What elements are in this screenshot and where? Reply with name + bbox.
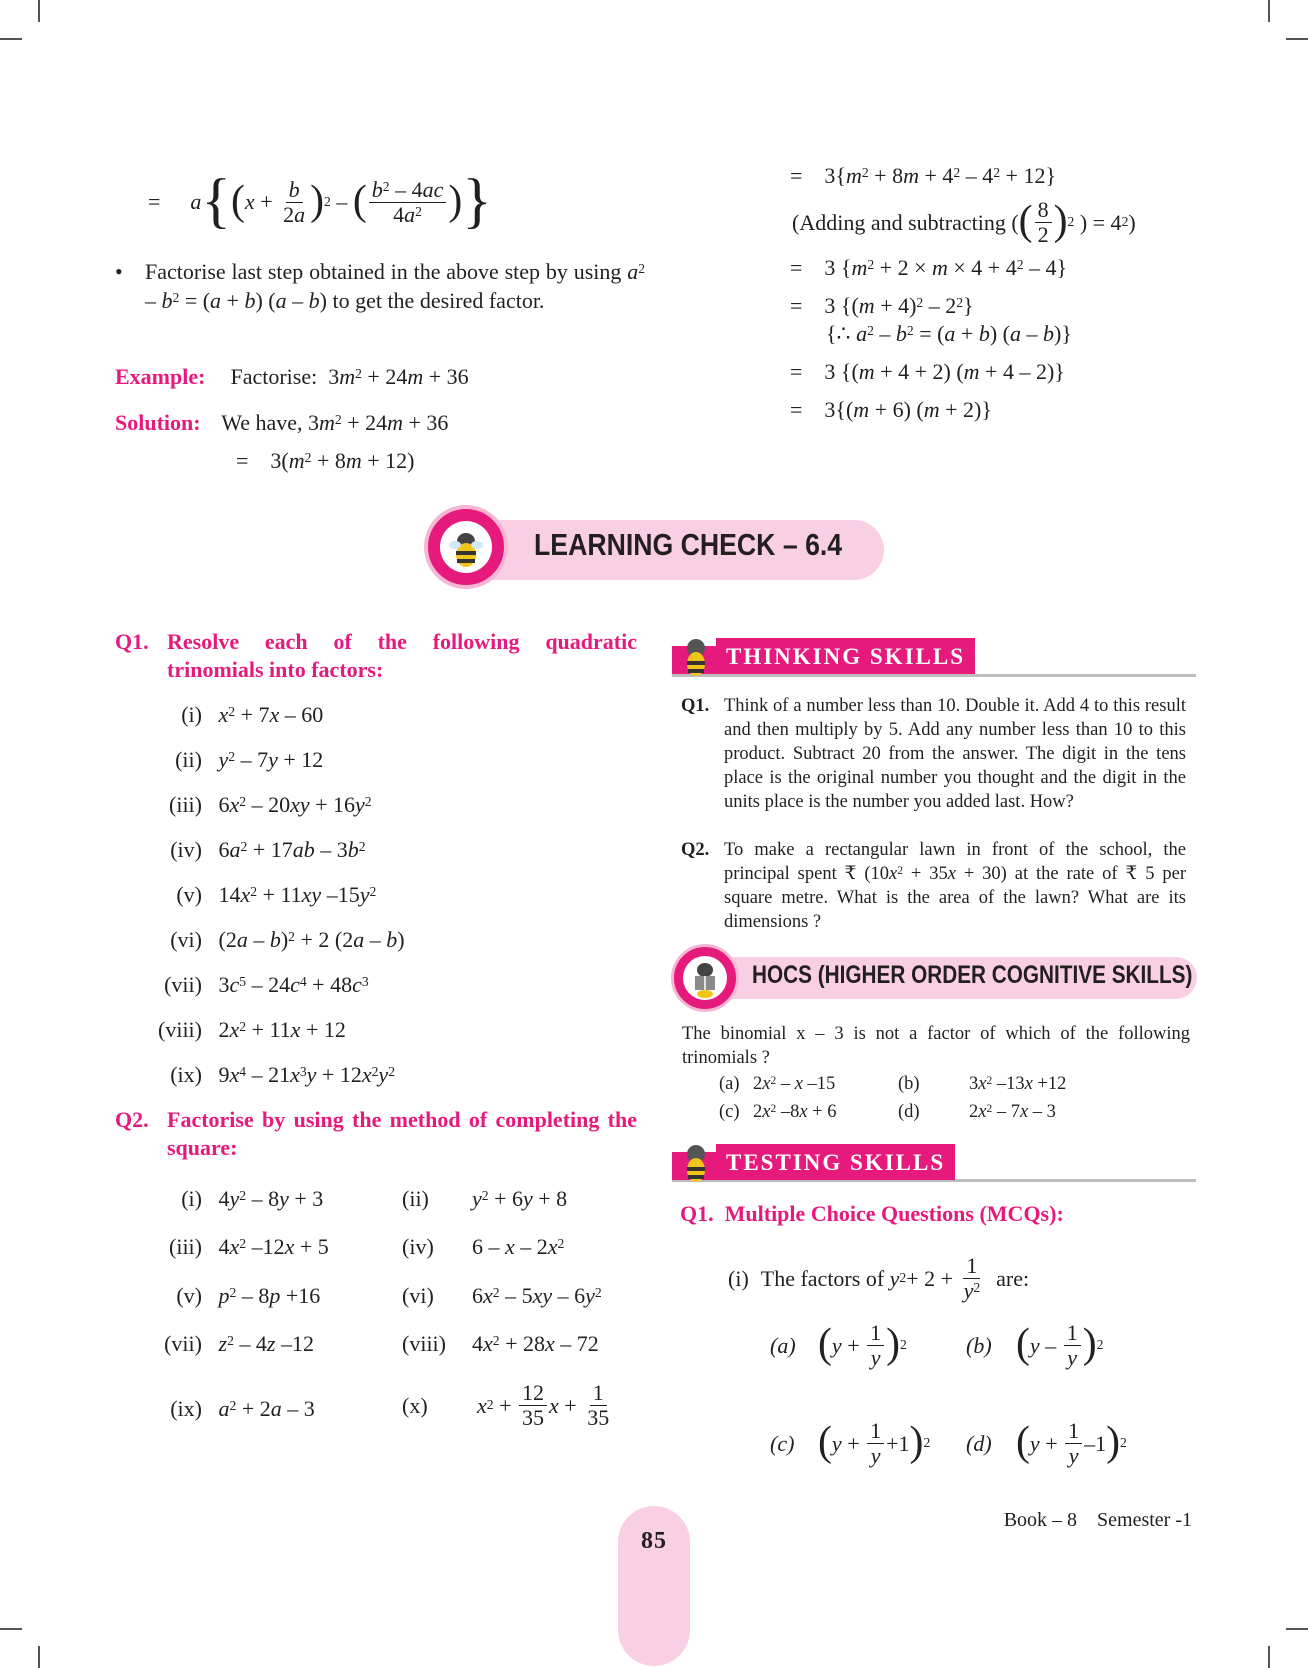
q2-title: Factorise by using the method of completing the square: — [167, 1107, 637, 1160]
mcq-item-text: The factors of — [760, 1265, 885, 1291]
list-item: (b) $3x^2$ –13x +12 — [898, 1074, 1067, 1094]
bullet-tail: to get the desired factor. — [332, 288, 545, 313]
example-label: Example: — [115, 364, 206, 389]
banner-circle — [424, 505, 508, 589]
right-identity: {∴ $a^2 - b^2 = (a + b)$ (a – b)} — [826, 321, 1072, 346]
list-item: (ix) $a^2 + 2a - 3$ — [170, 1396, 315, 1421]
mcq-label: Q1. — [680, 1201, 714, 1226]
crop-mark — [1286, 38, 1308, 40]
reading-bee-icon — [683, 956, 727, 1000]
list-item: (i) $4y^2 - 8y + 3$ — [181, 1186, 324, 1211]
solution-line: Solution: We have, $3m^2 + 24m + 36$ — [115, 410, 449, 435]
right-step-3: = 3 $\{(m + 4)^2 - 2^2\}$ — [790, 293, 974, 318]
right-step-4: = 3 {(m + 4 + 2) (m + 4 – 2)} — [790, 359, 1065, 384]
solution-step: = $3(m^2 + 8m + 12)$ — [236, 448, 415, 473]
crop-mark — [38, 1646, 40, 1668]
list-item: (ix) $9x^4 - 21x^3y + 12x^2y^2$ — [170, 1062, 395, 1087]
banner-circle — [671, 944, 739, 1012]
thinking-q2-tail: at the rate of ₹ 5 per square metre. What is the area of the lawn? What are its dimensions ? — [724, 864, 1186, 932]
thinking-skills-title: THINKING SKILLS — [716, 638, 975, 674]
adding-note-text: (Adding and subtracting ( — [792, 209, 1019, 235]
hocs-banner — [671, 944, 1197, 1014]
crop-mark — [1268, 1646, 1270, 1668]
list-item: (viii) $4x^2 + 28x - 72$ — [402, 1331, 599, 1356]
crop-mark — [0, 38, 22, 40]
q2-heading — [115, 1106, 637, 1162]
list-item: (vii) $z^2 - 4z$ –12 — [164, 1331, 314, 1356]
list-item: (iii) $4x^2$ –12x + 5 — [169, 1234, 329, 1259]
footer-book-label: Book – 8 Semester -1 — [1003, 1509, 1192, 1531]
mcq-item: (i) The factors of y 2 + 2 + $\frac{1}{y^2}$ are: — [728, 1253, 1030, 1303]
list-item: (c) $2x^2$ –8x + 6 — [719, 1102, 837, 1122]
thinking-q2-label: Q2. — [681, 840, 710, 860]
q1-title: Resolve each of the following quadratic trinomials into factors: — [167, 629, 637, 682]
bullet-point: • Factorise last step obtained in the above step by using $a^2 - b^2 = (a + b)$ (a – b) to get the desired factor. — [115, 259, 646, 313]
testing-skills-title: TESTING SKILLS — [716, 1144, 955, 1180]
step-quadratic-form: = a { ( x + $\frac{b}{2a}$ ) 2 – ( $\frac{b^2 - 4ac}{4a^2}$ ) } — [148, 167, 492, 236]
crop-mark — [1286, 1628, 1308, 1630]
page-number: 85 — [641, 1528, 667, 1554]
q2-label: Q2. — [115, 1107, 149, 1132]
right-step-5: = 3{(m + 6) (m + 2)} — [790, 397, 992, 422]
list-item: (vii) $3c^5 - 24c^4 + 48c^3$ — [164, 972, 369, 997]
divider — [672, 674, 1196, 677]
list-item: (ii) $y^2 + 6y + 8$ — [402, 1186, 568, 1211]
solution-text: We have, — [221, 410, 303, 435]
list-item: (ii) $y^2 - 7y + 12$ — [175, 747, 324, 772]
testing-skills-header — [672, 1140, 1196, 1186]
list-item: (a) ( y + $\frac{1}{y}$ ) 2 — [770, 1320, 907, 1370]
hocs-question — [682, 1022, 1190, 1070]
list-item: (v) $p^2 - 8p +16$ — [176, 1283, 321, 1308]
crop-mark — [0, 1628, 22, 1630]
mcq-title: Multiple Choice Questions (MCQs): — [724, 1201, 1064, 1226]
mcq-heading — [680, 1200, 1064, 1228]
bullet-icon: • — [115, 259, 123, 284]
crop-mark — [38, 0, 40, 22]
list-item: (d) ( y + $\frac{1}{y}$ –1 ) 2 — [966, 1418, 1127, 1468]
mcq-item-label: (i) — [728, 1265, 749, 1291]
list-item: (iv) $6a^2 + 17ab - 3b^2$ — [170, 837, 366, 862]
hocs-question-text: The binomial x – 3 is not a factor of which of the following trinomials ? — [682, 1024, 1190, 1068]
solution-label: Solution: — [115, 410, 201, 435]
list-item: (d) $2x^2 - 7x - 3$ — [898, 1102, 1056, 1122]
thinking-q1-label: Q1. — [681, 696, 710, 716]
q1-heading — [115, 628, 637, 684]
list-item: (iv) 6 – x – $2x^2$ — [402, 1234, 565, 1259]
thinking-q2-text: To make a rectangular lawn in front of the school, the principal spent ₹ — [724, 840, 1186, 884]
example-text: Factorise: — [230, 364, 318, 389]
equals-sign: = — [148, 189, 161, 214]
bee-mascot-icon — [440, 521, 492, 573]
list-item: (x) x 2 + $\frac{12}{35}$ x + $\frac{1}{35}$ — [402, 1380, 610, 1430]
list-item: (v) $14x^2 + 11xy$ $-15y^2$ — [176, 882, 377, 907]
list-item: (viii) $2x^2 + 11x + 12$ — [158, 1017, 346, 1042]
hocs-title: HOCS (HIGHER ORDER COGNITIVE SKILLS) — [752, 961, 1193, 989]
list-item: (iii) $6x^2 - 20xy + 16y^2$ — [169, 792, 372, 817]
list-item: (c) ( y + $\frac{1}{y}$ +1 ) 2 — [770, 1418, 931, 1468]
bullet-text: Factorise last step obtained in the above step by using — [145, 259, 622, 284]
mcq-options — [770, 1310, 1190, 1490]
mcq-item-tail: are: — [996, 1265, 1030, 1291]
thinking-q1-text: Think of a number less than 10. Double it. Add 4 to this result and then multiply by 5. Add any number less than 10 to this product. Subtract 20 from the answer. The digit in the tens place is the original number you thought and the digit in the units place is the number you added last. How? — [724, 696, 1186, 812]
list-item: (vi) $6x^2 - 5xy - 6y^2$ — [402, 1283, 602, 1308]
thinking-q1 — [681, 694, 1186, 814]
right-step-1: = $3\{m^2 + 8m + 4^2 - 4^2 + 12\}$ — [790, 163, 1056, 188]
bee-mascot-icon — [672, 1140, 718, 1186]
list-item: (vi) (2a – b)$^2$ + 2 (2a – b) — [170, 927, 405, 952]
thinking-q2: Q2. To make a rectangular lawn in front of the school, the principal spent ₹ $(10x^2 + 35x + 30)$ at the rate of ₹ 5 per square metre. What is the area of the lawn? What are its dimensions ? — [681, 840, 1186, 932]
adding-note: (Adding and subtracting ( ( $\frac{8}{2}$ ) 2 ) = 4 2 ) — [792, 197, 1136, 247]
crop-mark — [1268, 0, 1270, 22]
list-item: (a) $2x^2$ – x –15 — [719, 1074, 836, 1094]
right-step-2: = 3 $\{m^2 + 2 \times m \times 4 + 4^2 - 4\}$ — [790, 255, 1068, 280]
list-item: (i) $x^2 + 7x - 60$ — [181, 702, 324, 727]
learning-check-banner — [424, 505, 884, 595]
hocs-options — [719, 1072, 1179, 1128]
list-item: (b) ( y – $\frac{1}{y}$ ) 2 — [966, 1320, 1104, 1370]
learning-check-title: LEARNING CHECK – 6.4 — [534, 527, 843, 562]
example-line: Example: Factorise: $3m^2 + 24m + 36$ — [115, 364, 469, 389]
thinking-skills-header — [672, 634, 1196, 680]
bee-mascot-icon — [672, 634, 718, 680]
q2-list — [140, 1184, 640, 1434]
q1-label: Q1. — [115, 629, 149, 654]
